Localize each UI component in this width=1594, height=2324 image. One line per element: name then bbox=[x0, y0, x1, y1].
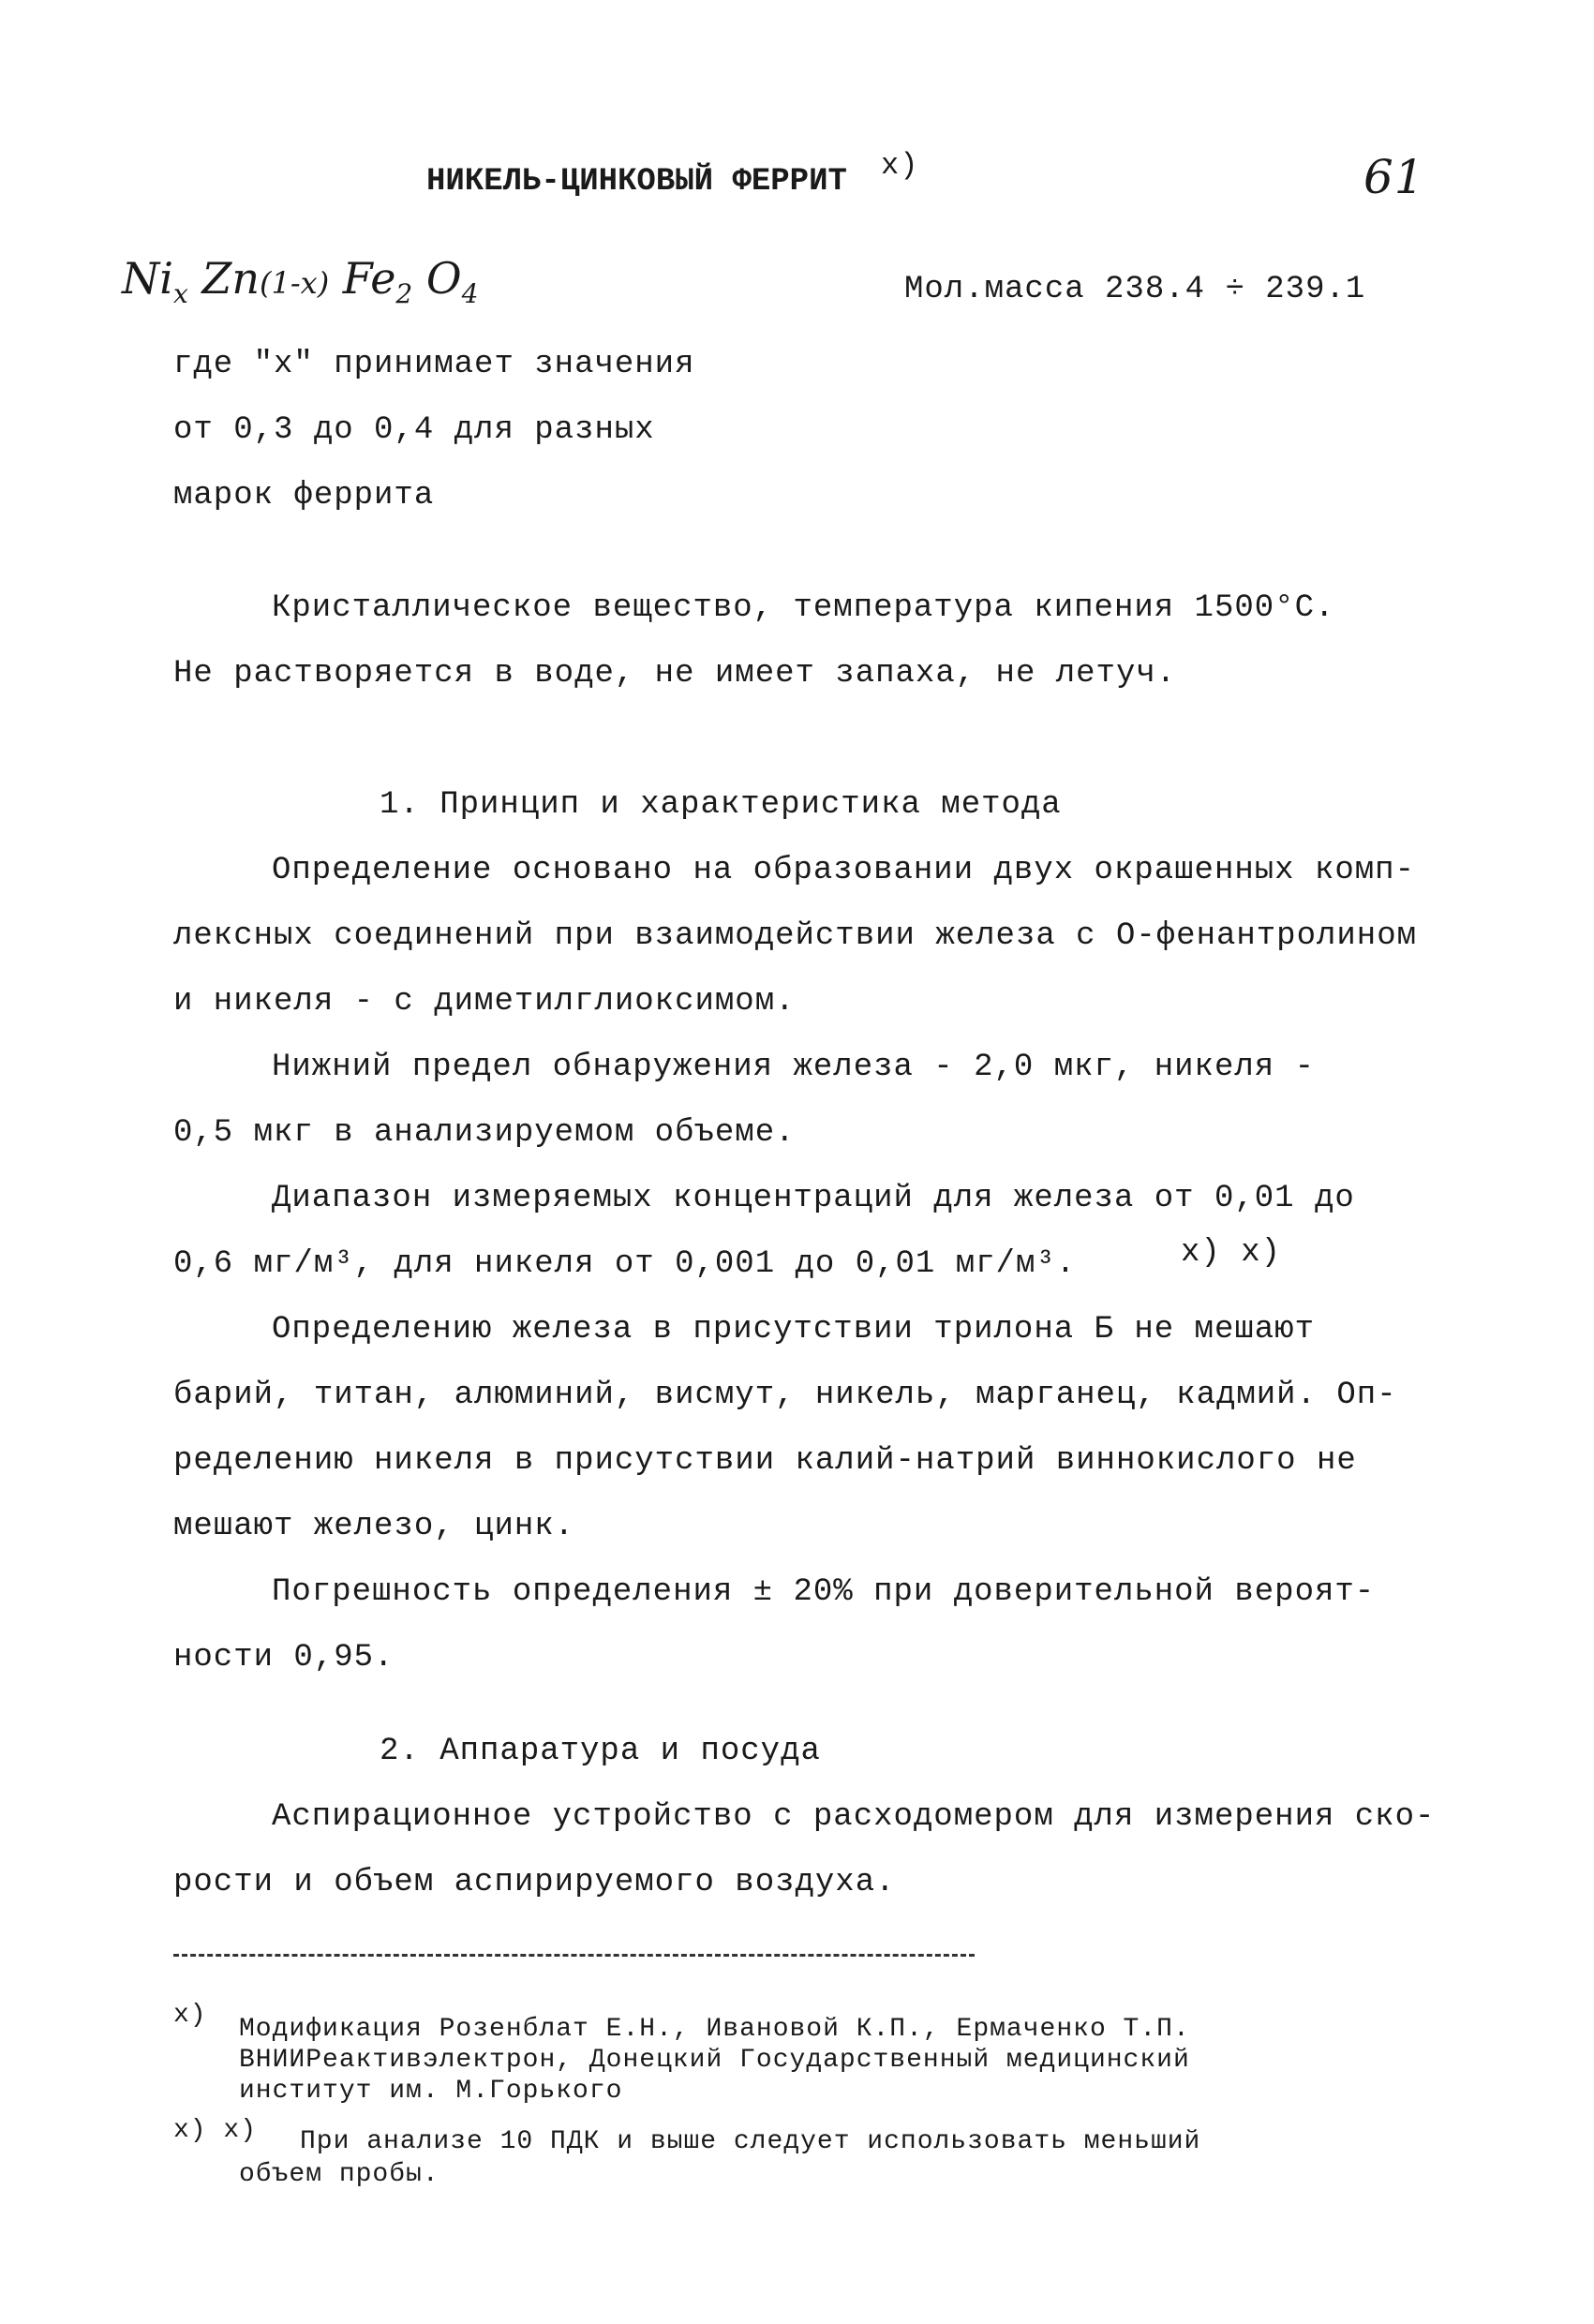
section2-line: Аспирационное устройство с расходомером для измерения ско- bbox=[272, 1799, 1436, 1835]
section1-line: 0,6 мг/м³, для никеля от 0,001 до 0,01 мг/м³. bbox=[173, 1246, 1077, 1282]
footnote-line: Модификация Розенблат Е.Н., Ивановой К.П., Ермаченко Т.П. bbox=[239, 2015, 1190, 2044]
section1-line: лексных соединений при взаимодействии железа с О-фенантролином bbox=[173, 918, 1418, 954]
footnote-separator bbox=[173, 1954, 975, 1957]
footnote-line: ВНИИРеактивэлектрон, Донецкий Государственный медицинский bbox=[239, 2046, 1190, 2075]
section1-line: ности 0,95. bbox=[173, 1640, 395, 1676]
section2-line: рости и объем аспирируемого воздуха. bbox=[173, 1865, 896, 1900]
range-footnote-mark: x) x) bbox=[1181, 1235, 1282, 1271]
molar-mass: Мол.масса 238.4 ÷ 239.1 bbox=[904, 272, 1366, 307]
section1-line: 0,5 мкг в анализируемом объеме. bbox=[173, 1115, 796, 1151]
footnote-line: При анализе 10 ПДК и выше следует использовать меньший bbox=[300, 2127, 1201, 2156]
footnote-line: институт им. М.Горького bbox=[239, 2077, 623, 2106]
formula-note-line: от 0,3 до 0,4 для разных bbox=[173, 412, 655, 448]
section1-line: мешают железо, цинк. bbox=[173, 1509, 575, 1544]
footnote-line: объем пробы. bbox=[239, 2160, 439, 2189]
section1-line: и никеля - с диметилглиоксимом. bbox=[173, 984, 796, 1020]
properties-line: Кристаллическое вещество, температура кипения 1500°С. bbox=[272, 590, 1335, 626]
section1-line: Погрешность определения ± 20% при доверительной вероят- bbox=[272, 1574, 1376, 1610]
section-heading: 2. Аппаратура и посуда bbox=[380, 1734, 821, 1769]
section1-line: Диапазон измеряемых концентраций для железа от 0,01 до bbox=[272, 1181, 1355, 1216]
section1-line: ределению никеля в присутствии калий-натрий виннокислого не bbox=[173, 1443, 1357, 1479]
page-title: НИКЕЛЬ-ЦИНКОВЫЙ ФЕРРИТ bbox=[426, 164, 847, 200]
formula-note-line: марок феррита bbox=[173, 478, 435, 514]
footnote-mark: x) x) bbox=[173, 2116, 258, 2145]
chemical-formula: $Ni_x$ Zn(1-x) $Fe_2$ $O_4$ bbox=[122, 253, 479, 310]
section-heading: 1. Принцип и характеристика метода bbox=[380, 787, 1062, 823]
section1-line: Определению железа в присутствии трилона Б не мешают bbox=[272, 1312, 1315, 1348]
section1-line: Нижний предел обнаружения железа - 2,0 мкг, никеля - bbox=[272, 1050, 1315, 1085]
formula-note-line: где "х" принимает значения bbox=[173, 347, 695, 382]
footnote-mark: x) bbox=[173, 2001, 207, 2030]
title-footnote-mark: x) bbox=[881, 148, 919, 183]
properties-line: Не растворяется в воде, не имеет запаха, не летуч. bbox=[173, 656, 1177, 692]
section1-line: барий, титан, алюминий, висмут, никель, марганец, кадмий. Оп- bbox=[173, 1378, 1397, 1413]
page-number: 61 bbox=[1363, 150, 1425, 204]
section1-line: Определение основано на образовании двух окрашенных комп- bbox=[272, 853, 1415, 888]
